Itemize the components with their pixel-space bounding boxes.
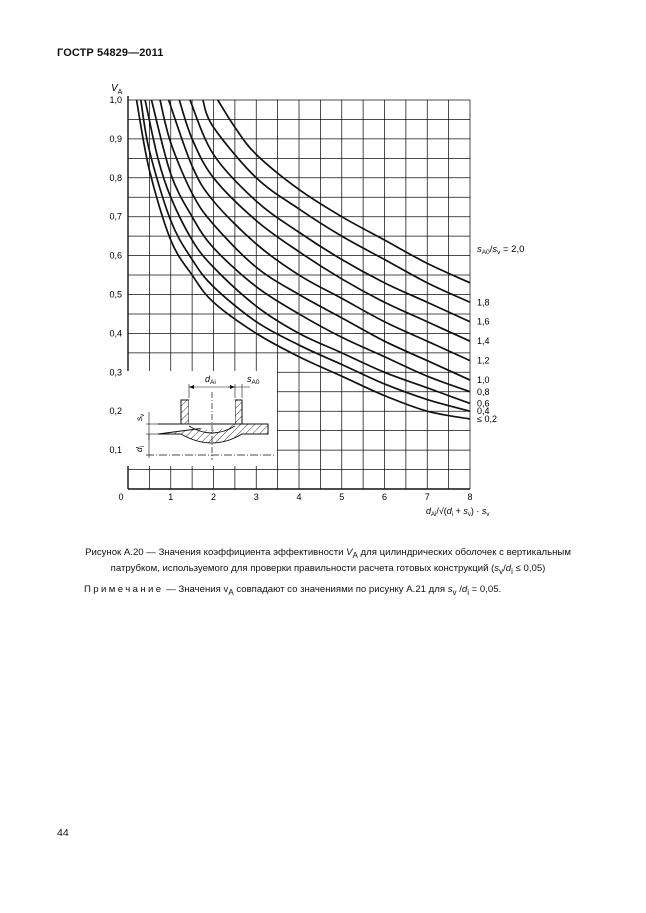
x-tick-label: 4 [296, 492, 302, 502]
x-tick-labels [118, 492, 472, 502]
x-tick-label: 0 [118, 492, 124, 502]
curve-series-7 [190, 100, 470, 322]
series-label: 1,2 [477, 355, 490, 366]
x-tick-label: 5 [339, 492, 345, 502]
series-label: 1,0 [477, 375, 490, 386]
y-tick-label: 0,3 [109, 367, 122, 378]
series-label: 1,4 [477, 336, 490, 347]
x-tick-label: 2 [210, 492, 217, 502]
curve-series-6 [179, 100, 470, 341]
y-tick-label: 0,1 [109, 445, 122, 456]
series-label: 1,6 [477, 316, 490, 327]
x-tick-label: 1 [168, 492, 174, 502]
inset-label-di: $d_i$ [134, 445, 146, 452]
y-tick-label: 0,9 [109, 133, 122, 144]
curve-series-8 [203, 100, 470, 302]
document-header: ГОСТР 54829—2011 [57, 47, 164, 59]
page-number: 44 [57, 827, 69, 839]
inset-label-sv: $s_v$ [134, 413, 146, 421]
note-label: Примечание [84, 584, 164, 595]
figure-caption: Рисунок А.20 — Значения коэффициента эффективности $V_A$ для цилиндрических оболочек с вертикальным патрубком, используемого для проверки правильности расчета готовых конструкций $(s_v/d_i \le 0,05)$ [85, 547, 571, 576]
y-tick-label: 0,4 [109, 328, 122, 339]
inset-label-dai: $d_{Ai}$ [205, 374, 216, 386]
series-title-label: $s_{A0}/s_v = 2,0$ [477, 244, 525, 256]
y-axis-label: $V_A$ [111, 83, 123, 96]
y-tick-label: 0,8 [109, 172, 122, 183]
x-axis-label: $d_{Ai}/√(d_i + s_v) \cdot s_v$ [426, 506, 490, 518]
y-tick-label: 0,6 [109, 250, 122, 261]
nozzle-inset [127, 371, 277, 466]
series-label: ≤ 0,2 [477, 413, 497, 424]
series-label: 1,8 [477, 297, 490, 308]
y-tick-label: 0,5 [109, 289, 122, 300]
series-label: 0,6 [477, 398, 490, 409]
x-tick-label: 6 [381, 492, 388, 502]
y-tick-label: 0,7 [109, 211, 122, 222]
figure-note: Примечание — Значения $v_A$ совпадают со значениями по рисунку А.21 для $s_v$ $/d_i = 0,05$. [84, 584, 502, 597]
series-labels [477, 297, 497, 424]
inset-label-sa0: $s_{A0}$ [247, 374, 260, 386]
x-tick-label: 3 [253, 492, 259, 502]
series-label: 0,8 [477, 386, 490, 397]
x-tick-label: 8 [467, 492, 473, 502]
x-tick-label: 7 [424, 492, 430, 502]
y-tick-labels [109, 95, 122, 455]
y-tick-label: 0,2 [109, 406, 122, 417]
y-tick-label: 1,0 [109, 95, 122, 105]
curve-series-3 [152, 100, 470, 392]
series-label: 0,4 [477, 406, 490, 417]
